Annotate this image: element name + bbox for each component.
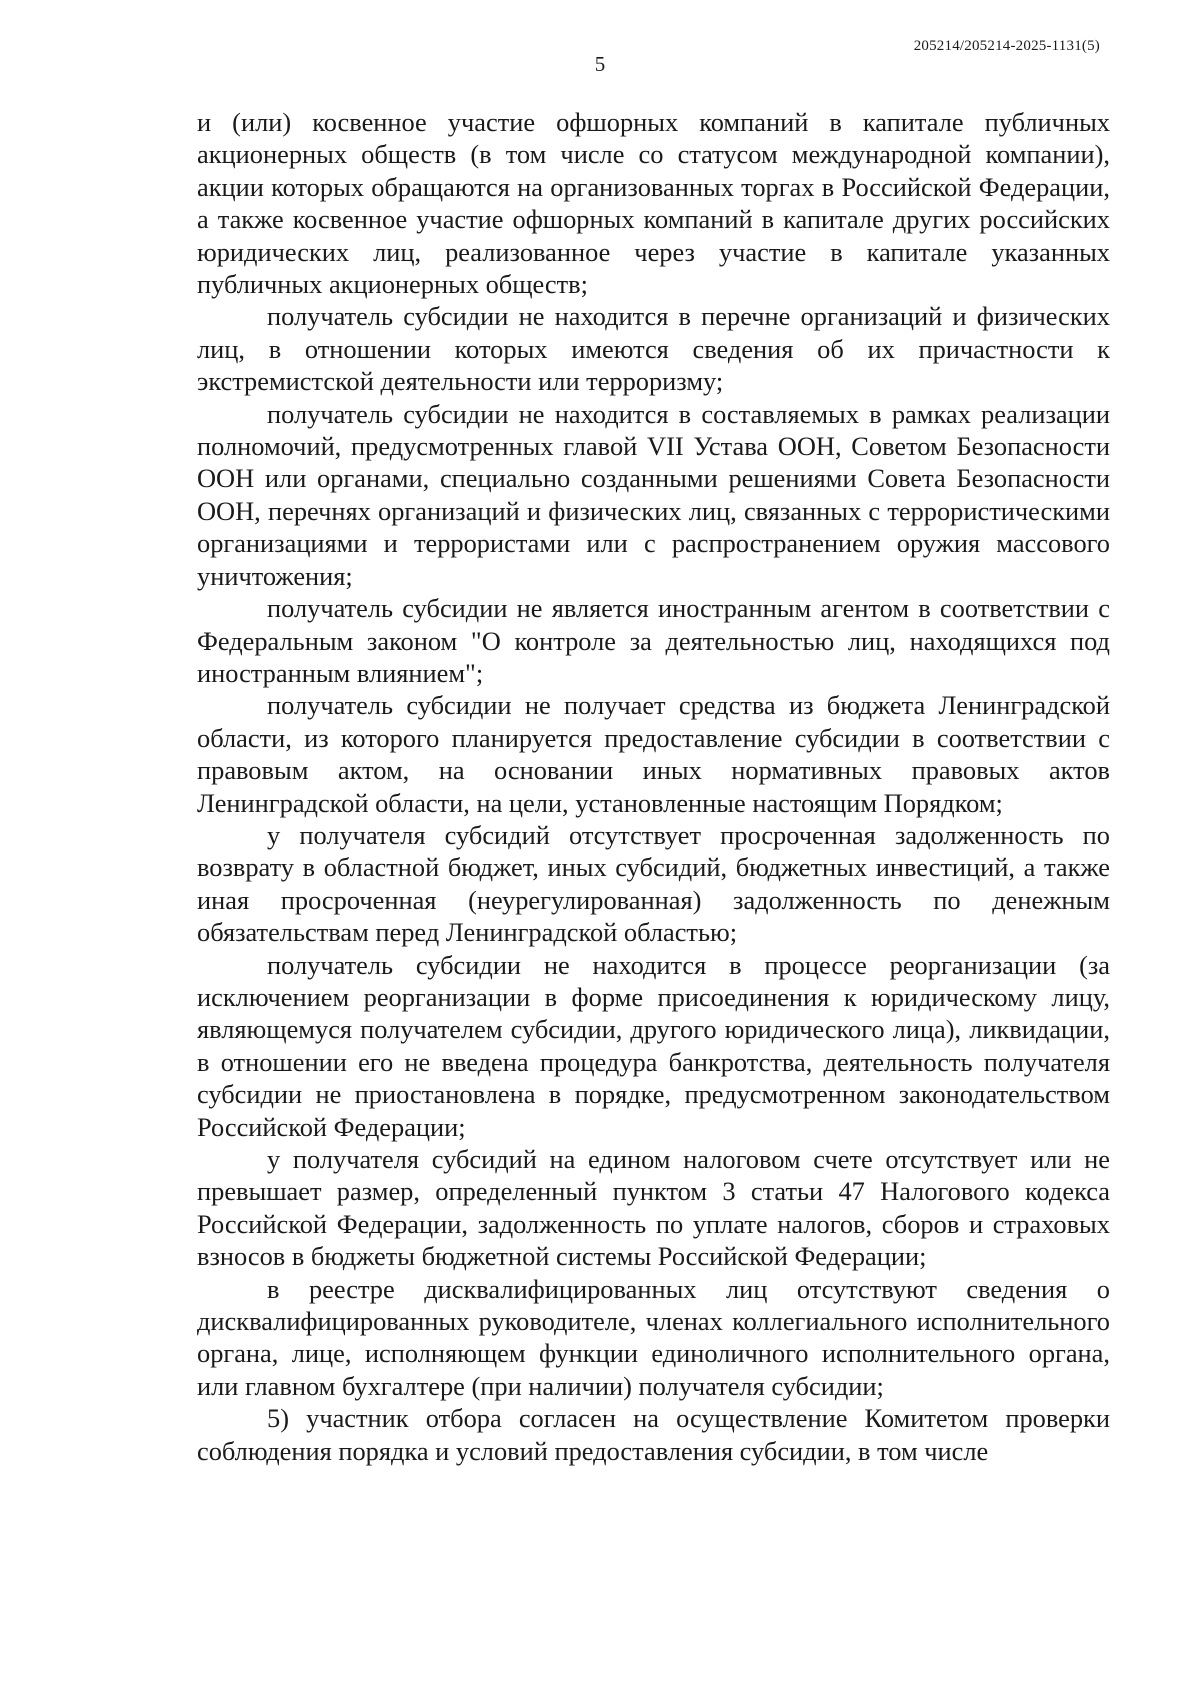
- paragraph-audit-consent: 5) участник отбора согласен на осуществление Комитетом проверки соблюдения порядка и условий предоставления субсидии, в том числе: [197, 1403, 1110, 1466]
- page-number: 5: [594, 52, 606, 76]
- paragraph-tax-debt: у получателя субсидий на едином налоговом счете отсутствует или не превышает размер, определенный пунктом 3 статьи 47 Налогового кодекса Российской Федерации, задолженность по уплате налогов, сборов и страховых взносов в бюджеты бюджетной системы Российской Федерации;: [197, 1144, 1110, 1272]
- paragraph-overdue-debt: у получателя субсидий отсутствует просроченная задолженность по возврату в областной бюджет, иных субсидий, бюджетных инвестиций, а также иная просроченная (неурегулированная) задолженность по денежным обязательствам перед Ленинградской областью;: [197, 819, 1110, 948]
- paragraph-foreign-agent: получатель субсидии не является иностранным агентом в соответствии с Федеральным законом "О контроле за деятельностью лиц, находящихся под иностранным влиянием";: [197, 593, 1110, 688]
- paragraph-regional-budget-funds: получатель субсидии не получает средства из бюджета Ленинградской области, из которого планируется предоставление субсидии в соответствии с правовым актом, на основании иных нормативных правовых актов Ленинградской области, на цели, установленные настоящим Порядком;: [197, 690, 1110, 818]
- paragraph-extremism-list: получатель субсидии не находится в перечне организаций и физических лиц, в отношении которых имеются сведения об их причастности к экстремистской деятельности или терроризму;: [197, 301, 1110, 397]
- document-body: [197, 106, 1110, 1467]
- document-id: 205214/205214-2025-1131(5): [913, 38, 1100, 54]
- paragraph-reorganization: получатель субсидии не находится в процессе реорганизации (за исключением реорганизации в форме присоединения к юридическому лицу, являющемуся получателем субсидии, другого юридического лица), ликвидации, в отношении его не введена процедура банкротства, деятельность получателя субсидии не приостановлена в порядке, предусмотренном законодательством Российской Федерации;: [197, 949, 1110, 1142]
- paragraph-disqualified-persons: в реестре дисквалифицированных лиц отсутствуют сведения о дисквалифицированных руководителе, членах коллегиального исполнительного органа, лице, исполняющем функции единоличного исполнительного органа, или главном бухгалтере (при наличии) получателя субсидии;: [197, 1273, 1110, 1401]
- paragraph-offshore-participation: и (или) косвенное участие офшорных компаний в капитале публичных акционерных обществ (в том числе со статусом международной компании), акции которых обращаются на организованных торгах в Российской Федерации, а также косвенное участие офшорных компаний в капитале других российских юридических лиц, реализованное через участие в капитале указанных публичных акционерных обществ;: [197, 107, 1110, 300]
- paragraph-un-sanctions-list: получатель субсидии не находится в составляемых в рамках реализации полномочий, предусмотренных главой VII Устава ООН, Советом Безопасности ООН или органами, специально созданными решениями Совета Безопасности ООН, перечнях организаций и физических лиц, связанных с террористическими организациями и террористами или с распространением оружия массового уничтожения;: [197, 398, 1110, 591]
